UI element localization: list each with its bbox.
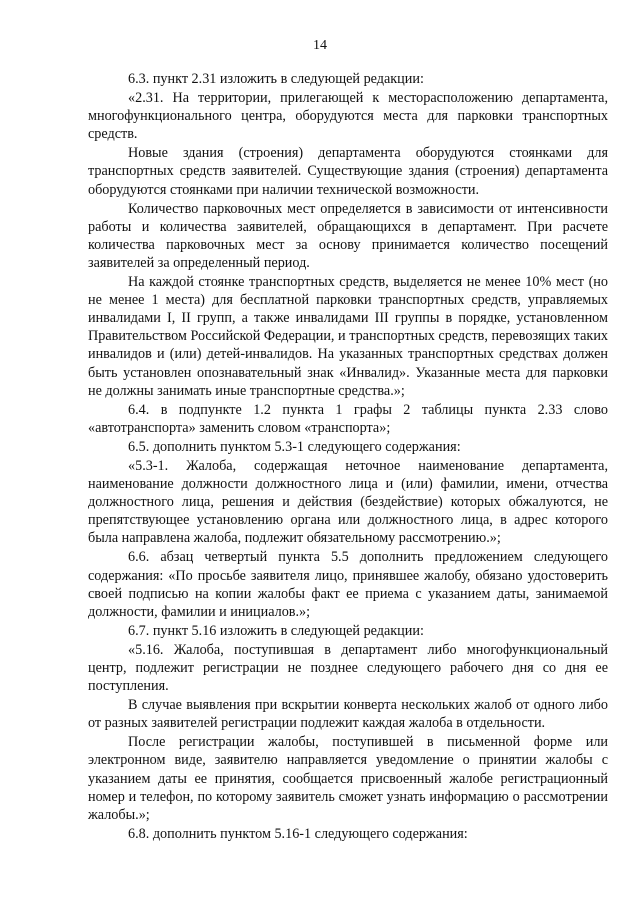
document-body — [88, 70, 608, 844]
paragraph-disabled-parking: На каждой стоянке транспортных средств, выделяется не менее 10% мест (но не менее 1 места) для бесплатной парковки транспортных средств, управляемых инвалидами I, II групп, а также инвалидами III группы в порядке, установленном Правительством Российской Федерации, и транспортных средств, перевозящих таких инвалидов и (или) детей-инвалидов. На указанных транспортных средствах должен быть установлен опознавательный знак «Инвалид». Указанные места для парковки не должны занимать иные транспортные средства.»; — [88, 274, 608, 399]
paragraph-6-8: 6.8. дополнить пунктом 5.16-1 следующего содержания: — [128, 825, 468, 842]
paragraph-6-4: 6.4. в подпункте 1.2 пункта 1 графы 2 таблицы пункта 2.33 слово «автотранспорта» заменить словом «транспорта»; — [88, 401, 608, 436]
page-number: 14 — [313, 38, 327, 53]
paragraph-5-16: «5.16. Жалоба, поступившая в департамент либо многофункциональный центр, подлежит регистрации не позднее следующего рабочего дня со дня ее поступления. — [88, 641, 608, 695]
paragraph-multiple-complaints: В случае выявления при вскрытии конверта нескольких жалоб от одного либо от разных заявителей регистрации подлежит каждая жалоба в отдельности. — [88, 697, 608, 732]
paragraph-5-3-1: «5.3-1. Жалоба, содержащая неточное наименование департамента, наименование должности должностного лица и (или) фамилии, имени, отчества должностного лица, решения и действия (бездействие) которых обжалуются, не препятствующее установлению органа или должностного лица, в адрес которого была направлена жалоба, подлежит обязательному рассмотрению.»; — [88, 457, 608, 547]
paragraph-new-buildings: Новые здания (строения) департамента оборудуются стоянками для транспортных средств заявителей. Существующие здания (строения) департамента оборудуются стоянками при наличии технической возможности. — [88, 145, 608, 198]
paragraph-parking-count: Количество парковочных мест определяется в зависимости от интенсивности работы и количества заявителей, обращающихся в департамент. При расчете количества парковочных мест за основу принимается количество посещений заявителей за определенный период. — [88, 200, 608, 271]
paragraph-6-6: 6.6. абзац четвертый пункта 5.5 дополнить предложением следующего содержания: «По просьбе заявителя лицо, принявшее жалобу, обязано удостоверить своей подписью на копии жалобы факт ее приема с указанием даты, занимаемой должности, фамилии и инициалов.»; — [88, 549, 608, 620]
paragraph-6-3: 6.3. пункт 2.31 изложить в следующей редакции: — [128, 71, 424, 87]
paragraph-2-31: «2.31. На территории, прилегающей к месторасположению департамента, многофункционального центра, оборудуются места для парковки транспортных средств. — [88, 90, 608, 143]
paragraph-6-5: 6.5. дополнить пунктом 5.3-1 следующего содержания: — [128, 438, 461, 455]
paragraph-6-7: 6.7. пункт 5.16 изложить в следующей редакции: — [128, 622, 424, 639]
paragraph-registration-notice: После регистрации жалобы, поступившей в письменной форме или электронном виде, заявителю направляется уведомление о принятии жалобы с указанием даты ее принятия, сообщается присвоенный жалобе регистрационный номер и телефон, по которому заявитель сможет узнать информацию о рассмотрении жалобы.»; — [88, 734, 608, 823]
